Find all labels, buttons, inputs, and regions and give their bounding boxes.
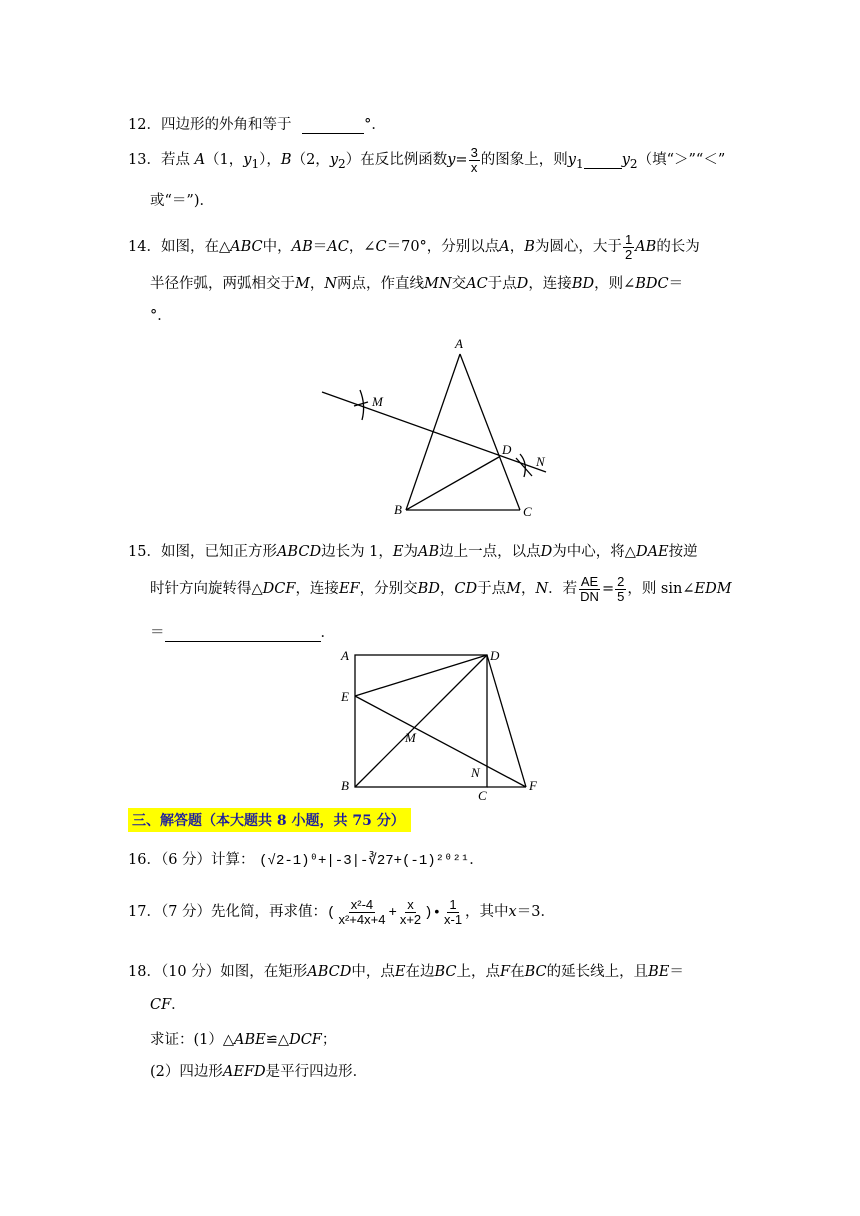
q14-text: ， [509, 239, 525, 256]
question-17 [128, 898, 555, 926]
point-M: M [506, 581, 521, 598]
q13-text: （填“＞”“＜” [637, 152, 726, 169]
q16-expression: (√2-1)⁰+|-3|-∛27+(-1)²⁰²¹ [259, 853, 470, 869]
q16-number: 16． [128, 852, 161, 868]
triangle-DCF: DCF [289, 1032, 322, 1048]
segment-AC [460, 354, 520, 510]
point-A: A [194, 152, 206, 169]
q15-text: 为中心，将△ [552, 544, 636, 560]
label-N: N [471, 765, 480, 780]
triangle-ABC: ABC [230, 239, 263, 256]
segment-BE: BE [648, 964, 670, 980]
q16-text: ． [469, 852, 484, 868]
label-M: M [405, 730, 416, 745]
q14-text: 的长为 [656, 239, 700, 256]
triangle-DCF: DCF [262, 581, 296, 598]
q15-text: 为 [403, 544, 419, 560]
q15-text: ，分别交 [359, 581, 418, 598]
var-x: x [508, 904, 517, 921]
q13-answer-blank[interactable] [584, 152, 622, 169]
point-A: A [499, 239, 510, 256]
q14-text: ，连接 [528, 276, 572, 292]
q14-text: 中， [262, 239, 292, 256]
question-16 [128, 848, 484, 869]
plus-sign: + [388, 905, 397, 922]
segment-CD: CD [454, 581, 478, 598]
point-E: E [392, 544, 404, 560]
point-N: N [324, 276, 338, 292]
q15-text: ，连接 [295, 581, 339, 598]
q18-text: 中，点 [351, 964, 395, 980]
label-D: D [502, 442, 512, 457]
subscript: 2 [338, 157, 346, 172]
q14-text: ＝70°，分别以点 [386, 239, 500, 256]
point-E: E [394, 964, 406, 980]
frac-numerator: 1 [624, 232, 633, 247]
point-D: D [516, 276, 529, 292]
fraction-x2-4 [336, 898, 387, 926]
label-D: D [490, 648, 500, 663]
frac-denominator: x [470, 159, 478, 175]
q16-text: （6 分）计算： [160, 852, 255, 868]
q14-text: ＝ [668, 276, 684, 292]
q13-text: 的图象上，则 [480, 152, 568, 169]
segment-EF [355, 696, 526, 787]
q17-text: ＝3． [516, 904, 555, 921]
line-MN [322, 392, 546, 472]
q18-text: ； [321, 1032, 337, 1048]
label-N: N [536, 454, 545, 469]
q15-text: ，则 sin∠ [627, 581, 695, 598]
angle-BDC: BDC [635, 276, 669, 292]
q13-text: ）在反比例函数 [345, 152, 448, 169]
triangle-DAE: DAE [635, 544, 669, 560]
q18-text: 在边 [405, 964, 435, 980]
q18-line2 [150, 993, 186, 1014]
paren: ( [327, 905, 336, 922]
q14-text: 为圆心，大于 [534, 239, 622, 256]
q14-text: 如图，在△ [160, 239, 231, 256]
fraction-2-over-5 [615, 575, 626, 603]
q18-number: 18． [128, 964, 161, 980]
var-y: y [567, 152, 576, 169]
q12-answer-blank[interactable] [302, 117, 364, 134]
q18-text: ＝ [669, 964, 684, 980]
q18-text: ． [171, 997, 186, 1013]
subscript: 1 [251, 157, 260, 172]
segment-BC: BC [434, 964, 457, 980]
segment-DF [487, 655, 526, 787]
q18-text: （10 分）如图，在矩形 [160, 964, 308, 980]
q15-line3 [150, 621, 335, 642]
q14-triangle-figure [310, 330, 570, 530]
point-B: B [280, 152, 292, 169]
label-E: E [341, 689, 349, 704]
q14-text: 于点 [487, 276, 517, 292]
q15-text: 于点 [477, 581, 507, 598]
q14-line3: °． [150, 308, 172, 324]
label-M: M [372, 394, 383, 409]
congruent-sign: ≌△ [265, 1032, 290, 1048]
frac-numerator: 3 [470, 145, 478, 160]
segment-AB: AB [418, 544, 440, 560]
q15-text: 边长为 1， [321, 544, 393, 560]
q18-text: (2）四边形 [150, 1064, 223, 1080]
var-y: y [329, 152, 339, 169]
q17-text: （7 分）先化简，再求值： [160, 904, 328, 921]
label-A: A [455, 336, 463, 351]
q14-text: ，则∠ [594, 276, 636, 292]
paren: ) [424, 905, 433, 922]
point-N: N [535, 581, 549, 598]
q14-line2 [150, 272, 683, 293]
segment-BD [406, 457, 499, 510]
q14-text: ，∠ [348, 239, 376, 256]
q15-answer-blank[interactable] [165, 625, 321, 642]
q13-text: ）， [259, 152, 281, 169]
q14-text: ＝ [312, 239, 328, 256]
q15-text: ， [520, 581, 536, 598]
fraction-3-over-x [469, 146, 480, 174]
q18-text: 求证：(1）△ [150, 1032, 235, 1048]
question-18 [128, 960, 684, 981]
frac-numerator: x²-4 [350, 897, 374, 912]
segment-AB: AB [635, 239, 657, 256]
multiply-dot: • [432, 905, 441, 922]
segment-BC: BC [524, 964, 547, 980]
frac-denominator: x-1 [443, 911, 463, 927]
frac-denominator: 2 [624, 246, 633, 262]
label-B: B [341, 778, 349, 793]
label-C: C [523, 504, 532, 519]
equals-sign: = [601, 581, 615, 598]
question-14 [128, 233, 700, 261]
q17-text: ，其中 [465, 904, 509, 921]
q15-text: 时针方向旋转得△ [150, 581, 263, 598]
frac-denominator: 5 [617, 588, 625, 604]
q18-text: 是平行四边形． [265, 1064, 368, 1080]
q13-number: 13． [128, 152, 161, 169]
frac-denominator: x²+4x+4 [338, 911, 386, 927]
question-13 [128, 146, 725, 174]
q13-text: 若点 [160, 152, 190, 169]
fraction-1-over-2 [623, 233, 634, 261]
q15-number: 15． [128, 544, 161, 560]
point-C: C [375, 239, 387, 256]
q15-square-figure [330, 640, 560, 810]
frac-numerator: 2 [617, 574, 625, 589]
frac-numerator: 1 [449, 897, 457, 912]
triangle-ABE: ABE [234, 1032, 266, 1048]
point-M: M [295, 276, 310, 292]
segment-AB: AB [291, 239, 313, 256]
q18-text: 的延长线上，且 [546, 964, 649, 980]
subscript: 2 [629, 157, 638, 172]
section-heading: 三、解答题（本大题共 8 小题，共 75 分） [128, 808, 411, 832]
q18-proof-1 [150, 1028, 336, 1049]
q12-text: 四边形的外角和等于 [160, 117, 292, 133]
question-12 [128, 113, 386, 134]
label-B: B [394, 502, 402, 517]
q15-text: 边上一点，以点 [439, 544, 541, 560]
label-C: C [478, 788, 487, 803]
q18-text: 在 [510, 964, 525, 980]
rectangle-ABCD: ABCD [307, 964, 352, 980]
q13-text: （1， [205, 152, 244, 169]
segment-CF: CF [150, 997, 172, 1013]
segment-BD: BD [417, 581, 440, 598]
fraction-x-over-x2 [398, 898, 423, 926]
q15-line2 [150, 575, 732, 603]
arc-M [360, 390, 364, 420]
point-D: D [540, 544, 553, 560]
q18-text: 上，点 [456, 964, 501, 980]
angle-EDM: EDM [694, 581, 732, 598]
label-F: F [529, 778, 537, 793]
q15-text: 如图，已知正方形 [160, 544, 277, 560]
q14-text: 两点，作直线 [337, 276, 425, 292]
frac-numerator: x [407, 897, 414, 912]
q13-line2: 或“＝”)． [150, 193, 214, 209]
q17-number: 17． [128, 904, 161, 921]
label-A: A [341, 648, 349, 663]
q15-text: ＝ [150, 625, 165, 641]
square-ABCD: ABCD [276, 544, 322, 560]
var-y: y [621, 152, 630, 169]
segment-AC: AC [466, 276, 488, 292]
quadrilateral-AEFD: AEFD [222, 1064, 266, 1080]
frac-numerator: AE [580, 574, 599, 589]
line-MN: MN [424, 276, 452, 292]
fraction-1-over-x-1 [442, 898, 464, 926]
fraction-AE-over-DN [578, 575, 601, 603]
segment-EF: EF [338, 581, 360, 598]
q15-text: ， [439, 581, 455, 598]
q15-text: ．若 [548, 581, 578, 598]
var-y: y [447, 152, 456, 169]
q18-proof-2 [150, 1060, 367, 1081]
point-F: F [500, 964, 511, 980]
subscript: 1 [576, 157, 584, 172]
segment-AC: AC [327, 239, 349, 256]
question-15 [128, 540, 698, 561]
frac-denominator: DN [580, 588, 599, 604]
frac-denominator: x+2 [399, 911, 422, 927]
q14-text: 交 [451, 276, 467, 292]
q14-text: 半径作弧，两弧相交于 [150, 276, 295, 292]
q12-text-end: °． [364, 117, 386, 133]
segment-BD: BD [571, 276, 595, 292]
q14-number: 14． [128, 239, 161, 256]
q15-text: 按逆 [668, 544, 698, 560]
equals-sign: = [455, 152, 468, 169]
q12-number: 12． [128, 117, 161, 133]
point-B: B [524, 239, 535, 256]
var-y: y [243, 152, 252, 169]
segment-BD [355, 655, 487, 787]
q15-text: ． [320, 625, 335, 641]
q13-text: （2， [291, 152, 330, 169]
q14-text: ， [309, 276, 325, 292]
